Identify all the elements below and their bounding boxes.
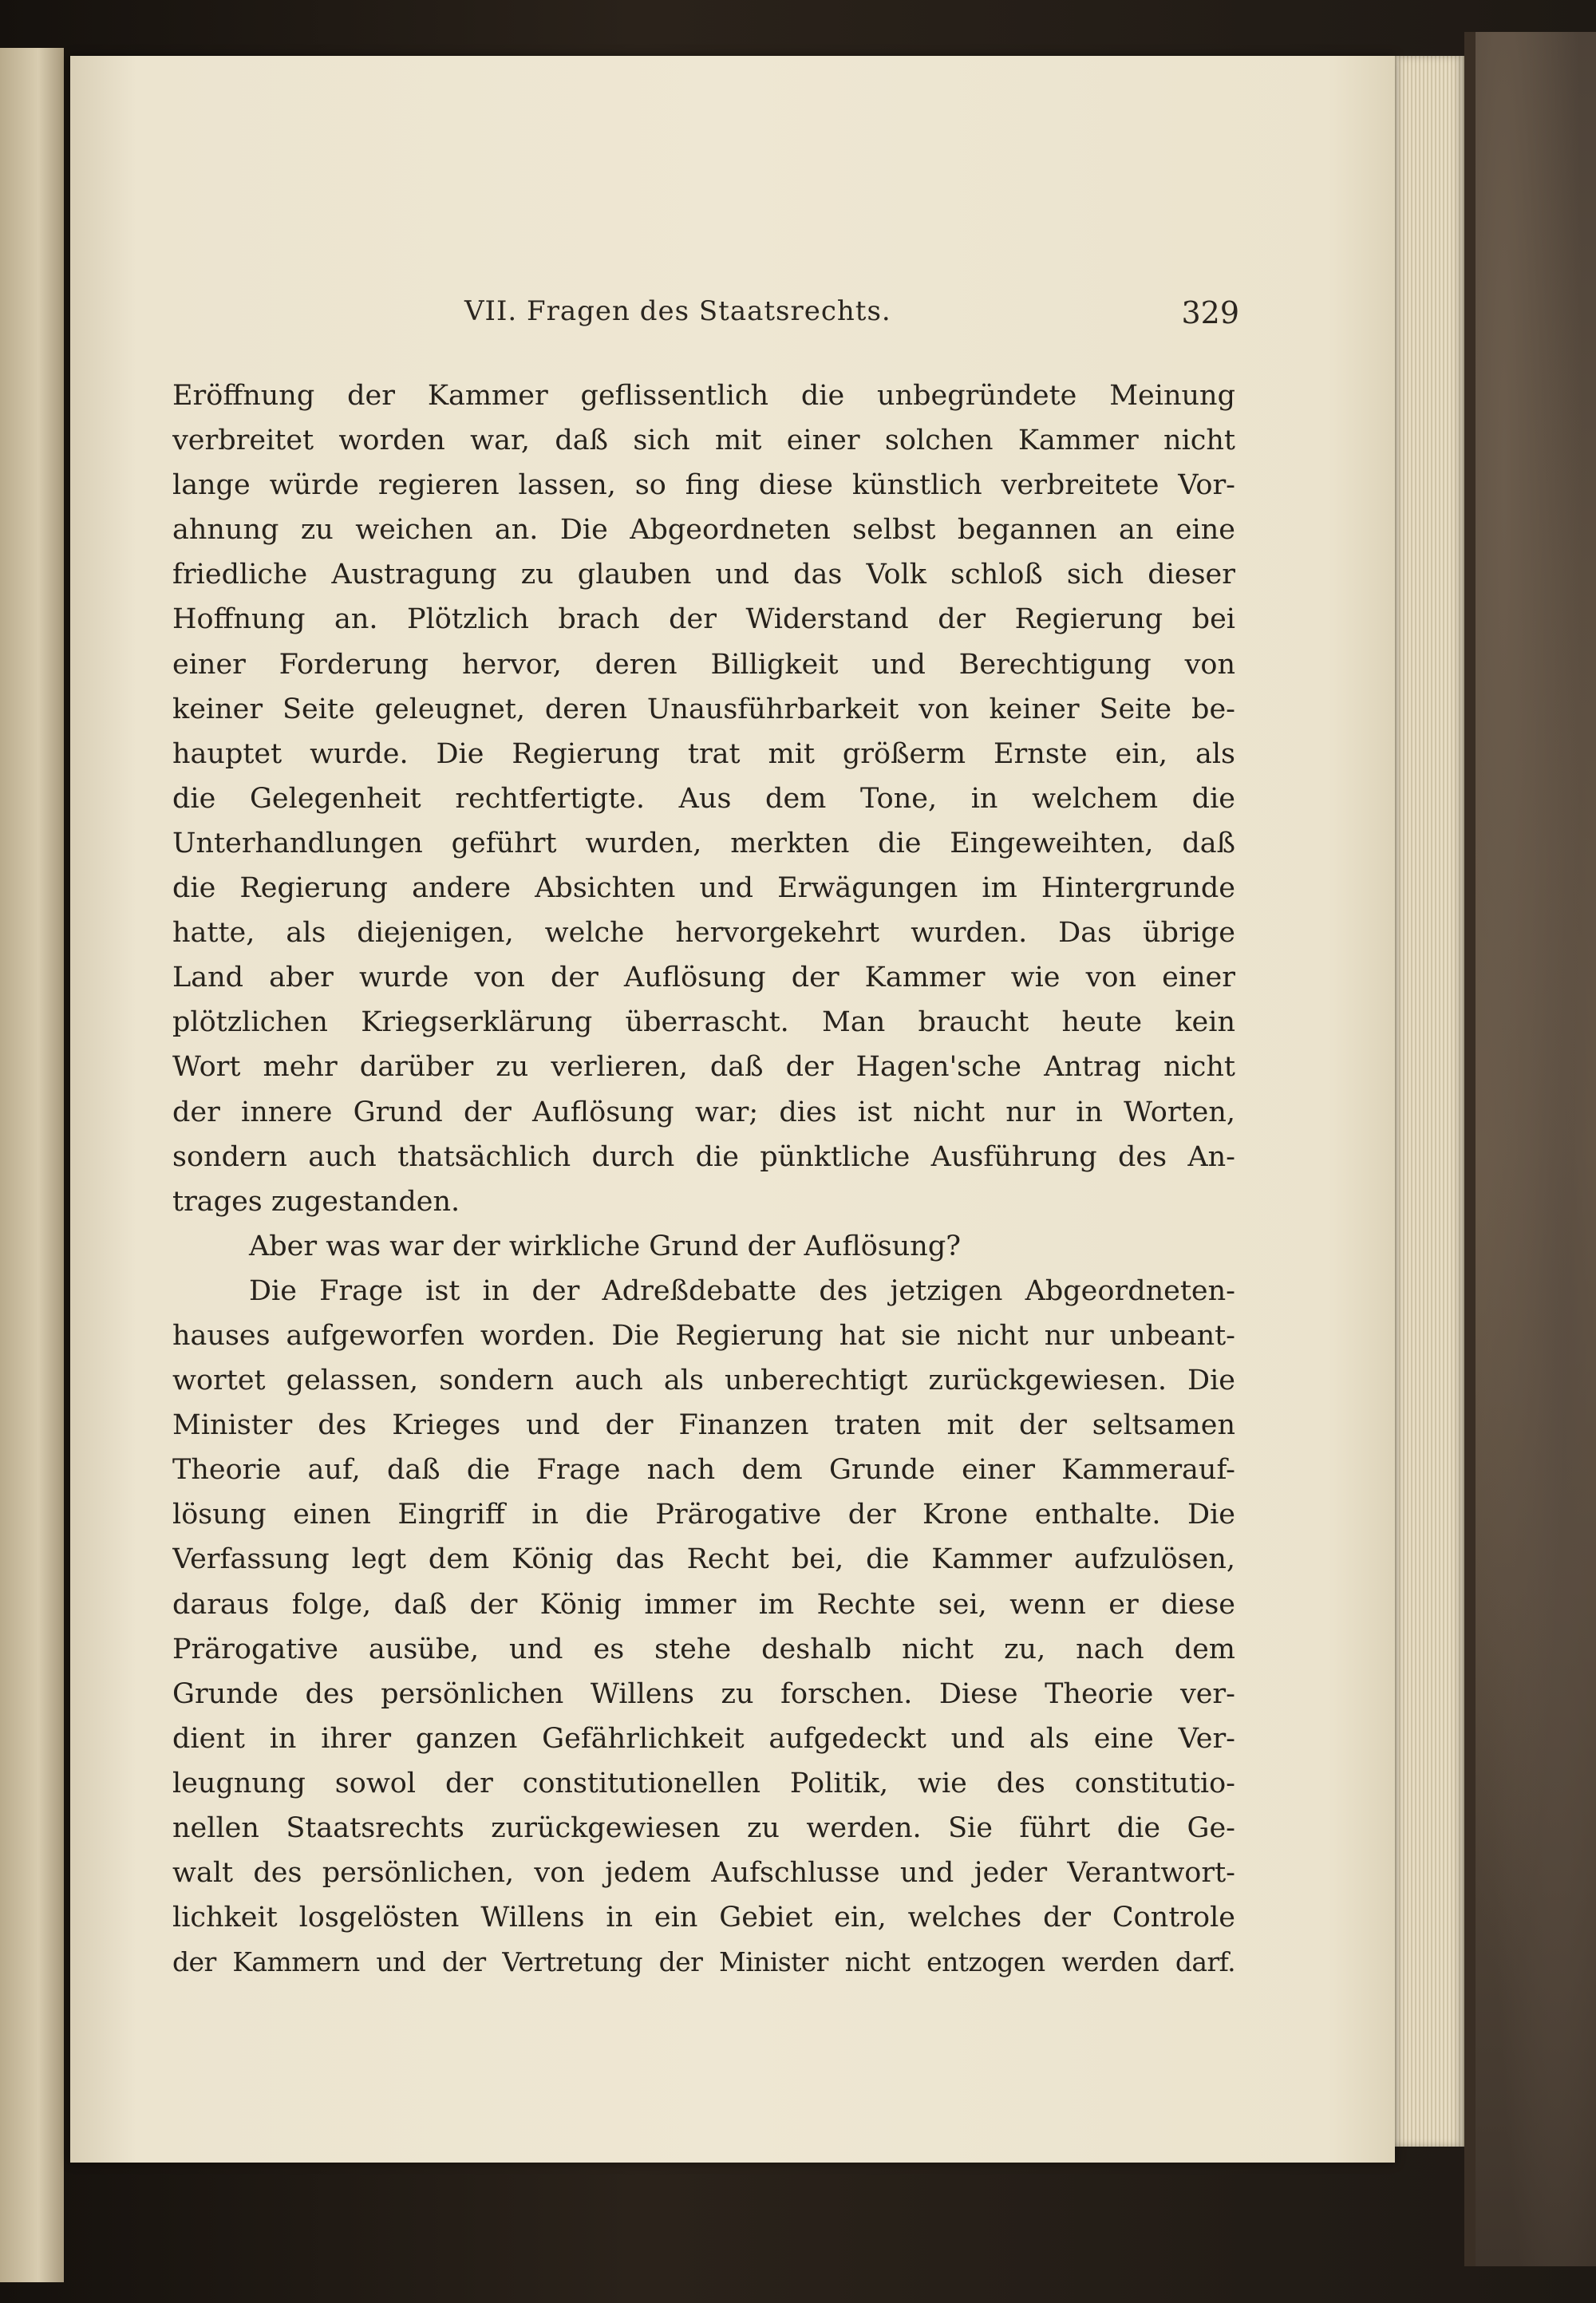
text-line: Verfassung legt dem König das Recht bei, die Kammer aufzulösen, bbox=[172, 1543, 1235, 1576]
text-line: plötzlichen Kriegserklärung überrascht. Man braucht heute kein bbox=[172, 1006, 1235, 1039]
left-facing-page-edge bbox=[0, 48, 64, 2282]
text-line: hauses aufgeworfen worden. Die Regierung hat sie nicht nur unbeant- bbox=[172, 1319, 1235, 1352]
paragraph-first-line: Die Frage ist in der Adreßdebatte des jetzigen Abgeordneten- bbox=[249, 1274, 1235, 1307]
text-line: walt des persönlichen, von jedem Aufschlusse und jeder Verantwort- bbox=[172, 1857, 1235, 1890]
text-line: die Gelegenheit rechtfertigte. Aus dem Tone, in welchem die bbox=[172, 782, 1235, 815]
text-line: nellen Staatsrechts zurückgewiesen zu werden. Sie führt die Ge- bbox=[172, 1812, 1235, 1844]
text-line: wortet gelassen, sondern auch als unberechtigt zurückgewiesen. Die bbox=[172, 1365, 1235, 1397]
book-page bbox=[70, 56, 1395, 2163]
text-line: Minister des Krieges und der Finanzen traten mit der seltsamen bbox=[172, 1409, 1235, 1442]
body-text bbox=[172, 373, 1235, 1985]
text-line: der innere Grund der Auflösung war; dies ist nicht nur in Worten, bbox=[172, 1096, 1235, 1128]
text-line: hauptet wurde. Die Regierung trat mit größerm Ernste ein, als bbox=[172, 737, 1235, 770]
text-line: lichkeit losgelösten Willens in ein Gebiet ein, welches der Controle bbox=[172, 1902, 1235, 1934]
text-line: Unterhandlungen geführt wurden, merkten die Eingeweihten, daß bbox=[172, 827, 1235, 859]
text-line: lösung einen Eingriff in die Prärogative der Krone enthalte. Die bbox=[172, 1499, 1235, 1531]
text-line: Grunde des persönlichen Willens zu forschen. Diese Theorie ver- bbox=[172, 1677, 1235, 1710]
text-line: lange würde regieren lassen, so fing diese künstlich verbreitete Vor- bbox=[172, 469, 1235, 502]
text-line: friedliche Austragung zu glauben und das Volk schloß sich dieser bbox=[172, 559, 1235, 591]
text-line: daraus folge, daß der König immer im Rechte sei, wenn er diese bbox=[172, 1588, 1235, 1621]
text-line: Wort mehr darüber zu verlieren, daß der Hagen'sche Antrag nicht bbox=[172, 1051, 1235, 1084]
text-line: Hoffnung an. Plötzlich brach der Widerstand der Regierung bei bbox=[172, 603, 1235, 636]
paragraph-line: Aber was war der wirkliche Grund der Auflösung? bbox=[249, 1230, 962, 1262]
running-header bbox=[70, 295, 1395, 343]
text-line: keiner Seite geleugnet, deren Unausführbarkeit von keiner Seite be- bbox=[172, 693, 1235, 725]
cover-board-edge bbox=[1464, 32, 1476, 2266]
text-line: hatte, als diejenigen, welche hervorgekehrt wurden. Das übrige bbox=[172, 917, 1235, 950]
running-head-title: VII. Fragen des Staatsrechts. bbox=[464, 295, 891, 327]
text-line: ahnung zu weichen an. Die Abgeordneten selbst begannen an eine bbox=[172, 514, 1235, 547]
text-line: Theorie auf, daß die Frage nach dem Grunde einer Kammerauf- bbox=[172, 1454, 1235, 1487]
text-line: einer Forderung hervor, deren Billigkeit und Berechtigung von bbox=[172, 648, 1235, 681]
text-line: die Regierung andere Absichten und Erwägungen im Hintergrunde bbox=[172, 872, 1235, 905]
text-line-final: der Kammern und der Vertretung der Minister nicht entzogen werden darf. bbox=[172, 1946, 1235, 1978]
text-line: Eröffnung der Kammer geflissentlich die unbegründete Meinung bbox=[172, 380, 1235, 412]
text-line: verbreitet worden war, daß sich mit einer solchen Kammer nicht bbox=[172, 425, 1235, 457]
paragraph-end-line: trages zugestanden. bbox=[172, 1185, 460, 1218]
page-stack-edge bbox=[1389, 56, 1464, 2147]
text-line: Land aber wurde von der Auflösung der Kammer wie von einer bbox=[172, 962, 1235, 994]
marbled-cover-board bbox=[1464, 32, 1596, 2266]
text-line: sondern auch thatsächlich durch die pünktliche Ausführung des An- bbox=[172, 1140, 1235, 1173]
text-line: leugnung sowol der constitutionellen Politik, wie des constitutio- bbox=[172, 1767, 1235, 1799]
text-line: Prärogative ausübe, und es stehe deshalb nicht zu, nach dem bbox=[172, 1633, 1235, 1665]
page-number: 329 bbox=[1181, 295, 1239, 330]
text-line: dient in ihrer ganzen Gefährlichkeit aufgedeckt und als eine Ver- bbox=[172, 1722, 1235, 1755]
